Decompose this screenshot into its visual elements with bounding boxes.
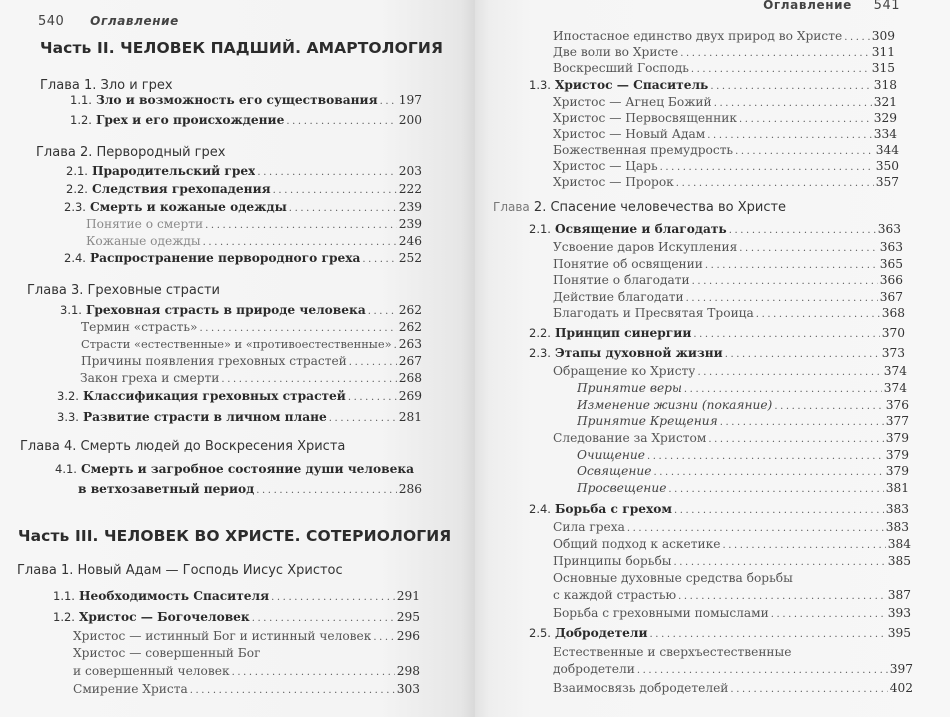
- dot-leader: [691, 62, 870, 78]
- page-ref: 318: [873, 78, 897, 92]
- dot-leader: [730, 682, 887, 698]
- dot-leader: [710, 79, 871, 95]
- toc-entry[interactable]: [53, 609, 420, 627]
- toc-subentry[interactable]: [86, 233, 422, 251]
- entry-label: Общий подход к аскетике: [553, 537, 721, 551]
- dot-leader: [678, 589, 886, 605]
- dot-leader: [729, 223, 876, 239]
- section-number: 2.3.: [529, 346, 551, 360]
- toc-subentry[interactable]: [553, 363, 907, 381]
- toc-entry[interactable]: [64, 199, 422, 217]
- toc-subentry[interactable]: [553, 519, 909, 537]
- page-ref: 268: [398, 371, 422, 385]
- entry-line: [73, 645, 420, 661]
- entry-label: с каждой страстью: [553, 588, 677, 602]
- section-number: 2.1.: [529, 222, 551, 236]
- page-ref: 402: [889, 681, 913, 695]
- dot-leader: [221, 372, 396, 388]
- entry-label: Христос — Новый Адам: [553, 127, 706, 141]
- page-ref: 291: [396, 589, 420, 603]
- entry-label: Принцип синергии: [554, 326, 692, 340]
- page-ref: 363: [879, 240, 903, 254]
- running-title: Оглавление: [763, 0, 852, 12]
- page-ref: 363: [877, 222, 901, 236]
- toc-entry[interactable]: [529, 325, 905, 343]
- entry-label: Смирение Христа: [73, 682, 188, 696]
- section-number: 3.2.: [57, 389, 79, 403]
- entry-label: в ветхозаветный период: [78, 482, 255, 496]
- page-ref: 383: [885, 520, 909, 534]
- entry-label: Развитие страсти в личном плане: [82, 410, 327, 424]
- dot-leader: [362, 252, 396, 268]
- section-number: 4.1.: [55, 462, 77, 476]
- entry-label: Благодать и Пресвятая Троица: [553, 306, 754, 320]
- toc-subentry[interactable]: [86, 216, 422, 234]
- dot-leader: [252, 611, 395, 627]
- page-ref: 367: [879, 290, 903, 304]
- page-ref: 295: [396, 610, 420, 624]
- entry-label: Воскресший Господь: [553, 61, 689, 75]
- entry-label: Обращение ко Христу: [553, 364, 696, 378]
- dot-leader: [692, 274, 878, 290]
- dot-leader: [203, 235, 397, 251]
- chapter-title: Глава 4. Смерть людей до Воскресения Христа: [20, 439, 346, 454]
- running-title: Оглавление: [90, 14, 179, 28]
- entry-label: Сила греха: [553, 520, 625, 534]
- entry-line: [553, 570, 911, 586]
- page-ref: 385: [887, 554, 911, 568]
- section-number: 1.3.: [529, 78, 551, 92]
- toc-subentry[interactable]: [80, 370, 422, 388]
- dot-leader: [232, 665, 395, 681]
- entry-label: Усвоение даров Искупления: [553, 240, 738, 254]
- toc-entry[interactable]: [529, 625, 911, 643]
- dot-leader: [653, 465, 883, 481]
- entry-label: Ипостасное единство двух природ во Христе: [553, 29, 843, 43]
- toc-subentry[interactable]: [553, 553, 911, 571]
- toc-subentry[interactable]: [73, 681, 420, 699]
- dot-leader: [349, 355, 397, 371]
- dot-leader: [256, 483, 396, 499]
- toc-entry[interactable]: [70, 112, 422, 130]
- entry-label: Естественные и сверхъестественные: [553, 645, 792, 659]
- entry-label: Действие благодати: [553, 290, 684, 304]
- page-ref: 263: [398, 337, 422, 351]
- right-page: [475, 0, 950, 717]
- section-number: 2.2.: [66, 182, 88, 196]
- toc-entry[interactable]: [60, 302, 422, 320]
- section-number: 3.3.: [57, 410, 79, 424]
- page-ref: 395: [887, 626, 911, 640]
- chapter-title: Глава 2. Первородный грех: [36, 145, 226, 160]
- entry-line: [78, 481, 422, 499]
- entry-label: Этапы духовной жизни: [554, 346, 723, 360]
- dot-leader: [673, 555, 885, 571]
- page-ref: 393: [887, 606, 911, 620]
- dot-leader: [708, 432, 883, 448]
- dot-leader: [720, 415, 884, 431]
- page-ref: 357: [875, 175, 899, 189]
- chapter-title: Глава 2. Спасение человечества во Христе: [493, 200, 787, 215]
- toc-entry[interactable]: [57, 388, 422, 406]
- entry-label: Смерть и загробное состояние души человека: [80, 462, 415, 476]
- entry-label: Принятие веры: [577, 381, 682, 395]
- toc-entry[interactable]: [57, 409, 422, 427]
- section-number: 2.3.: [64, 200, 86, 214]
- entry-label: Изменение жизни (покаяние): [577, 398, 773, 412]
- page-ref: 309: [871, 29, 895, 43]
- page-ref: 222: [398, 182, 422, 196]
- entry-label: Термин «страсть»: [81, 320, 198, 334]
- toc-subentry[interactable]: [553, 644, 913, 679]
- page-ref: 379: [885, 448, 909, 462]
- toc-entry[interactable]: [529, 501, 909, 519]
- entry-label: Распространение первородного греха: [89, 251, 361, 265]
- toc-subentry[interactable]: [553, 430, 909, 448]
- entry-label: Грех и его происхождение: [95, 113, 285, 127]
- section-number: 1.1.: [70, 93, 92, 107]
- entry-label: Христос — истинный Бог и истинный человек: [73, 629, 372, 643]
- page-ref: 334: [873, 127, 897, 141]
- entry-label: Христос — совершенный Бог: [73, 646, 261, 660]
- entry-label: Следование за Христом: [553, 431, 707, 445]
- dot-leader: [348, 390, 397, 406]
- section-number: 2.4.: [529, 502, 551, 516]
- page-ref: 381: [885, 481, 909, 495]
- toc-entry[interactable]: [529, 345, 905, 363]
- toc-subentry[interactable]: [553, 174, 899, 192]
- page-ref: 239: [398, 217, 422, 231]
- dot-leader: [271, 590, 395, 606]
- toc-subentry[interactable]: [553, 570, 911, 605]
- entry-label: Христос — Первосвященник: [553, 111, 738, 125]
- chapter-title: Глава 1. Зло и грех: [40, 78, 173, 93]
- toc-entry[interactable]: [529, 221, 901, 239]
- entry-label: Зло и возможность его существования: [95, 93, 378, 107]
- dot-leader: [650, 627, 886, 643]
- page-ref: 365: [879, 257, 903, 271]
- entry-label: Закон греха и смерти: [80, 371, 220, 385]
- entry-label: Христос — Агнец Божий: [553, 95, 712, 109]
- entry-label: Добродетели: [554, 626, 648, 640]
- running-header-right: [763, 0, 900, 13]
- running-header-left: [38, 14, 179, 29]
- toc-subentry[interactable]: [81, 319, 422, 337]
- dot-leader: [676, 176, 874, 192]
- entry-label: Следствия грехопадения: [91, 182, 271, 196]
- entry-label: Борьба с грехом: [554, 502, 672, 516]
- dot-leader: [205, 218, 397, 234]
- entry-line: [553, 587, 911, 605]
- entry-label: Необходимость Спасителя: [78, 589, 270, 603]
- dot-leader: [722, 538, 885, 554]
- section-number: 2.5.: [529, 626, 551, 640]
- part-title: Часть II. ЧЕЛОВЕК ПАДШИЙ. АМАРТОЛОГИЯ: [40, 39, 444, 57]
- dot-leader: [190, 683, 395, 699]
- dot-leader: [684, 382, 882, 398]
- page-ref: 203: [398, 164, 422, 178]
- entry-line: [55, 461, 422, 477]
- entry-label: Христос — Богочеловек: [78, 610, 250, 624]
- page-ref: 281: [398, 410, 422, 424]
- toc-subsubentry[interactable]: [577, 463, 909, 481]
- section-number: 2.4.: [64, 251, 86, 265]
- page-ref: 373: [881, 346, 905, 360]
- page-ref: 296: [396, 629, 420, 643]
- entry-label: Смерть и кожаные одежды: [89, 200, 287, 214]
- dot-leader: [668, 482, 883, 498]
- entry-label: Принципы борьбы: [553, 554, 672, 568]
- page-number: 540: [38, 14, 65, 29]
- entry-label: и совершенный человек: [73, 664, 230, 678]
- entry-label: Прародительский грех: [91, 164, 256, 178]
- page-ref: 384: [887, 537, 911, 551]
- dot-leader: [771, 607, 886, 623]
- dot-leader: [739, 241, 877, 257]
- dot-leader: [697, 365, 881, 381]
- page-ref: 383: [885, 502, 909, 516]
- toc-entry[interactable]: [53, 588, 420, 606]
- page-ref: 374: [883, 381, 907, 395]
- dot-leader: [725, 347, 880, 363]
- entry-label: Христос — Царь: [553, 159, 658, 173]
- page-ref: 262: [398, 320, 422, 334]
- dot-leader: [257, 165, 396, 181]
- dot-leader: [674, 503, 884, 519]
- dot-leader: [394, 338, 397, 354]
- toc-subentry[interactable]: [553, 680, 913, 698]
- chapter-title: Глава 3. Греховные страсти: [27, 283, 220, 298]
- section-number: 1.1.: [53, 589, 75, 603]
- toc-entry[interactable]: [70, 92, 422, 110]
- section-number: 1.2.: [70, 113, 92, 127]
- page-ref: 262: [398, 303, 422, 317]
- page-ref: 286: [398, 482, 422, 496]
- page-ref: 267: [398, 354, 422, 368]
- page-ref: 303: [396, 682, 420, 696]
- dot-leader: [373, 630, 394, 646]
- page-ref: 239: [398, 200, 422, 214]
- dot-leader: [200, 321, 397, 337]
- page-number: 541: [873, 0, 900, 13]
- toc-entry[interactable]: [64, 250, 422, 268]
- toc-subentry[interactable]: [553, 60, 895, 78]
- entry-label: Классификация греховных страстей: [82, 389, 346, 403]
- toc-subentry[interactable]: [553, 239, 903, 257]
- dot-leader: [368, 304, 397, 320]
- dot-leader: [380, 94, 397, 110]
- dot-leader: [289, 201, 397, 217]
- page-ref: 344: [875, 143, 899, 157]
- entry-label: Греховная страсть в природе человека: [85, 303, 366, 317]
- dot-leader: [627, 521, 884, 537]
- dot-leader: [273, 183, 397, 199]
- page-ref: 368: [881, 306, 905, 320]
- page-ref: 298: [396, 664, 420, 678]
- entry-label: добродетели: [553, 662, 635, 676]
- page-ref: 246: [398, 234, 422, 248]
- page-ref: 197: [398, 93, 422, 107]
- page-ref: 321: [873, 95, 897, 109]
- entry-label: Освящение: [577, 464, 652, 478]
- page-ref: 374: [883, 364, 907, 378]
- page-ref: 379: [885, 431, 909, 445]
- toc-entry[interactable]: [529, 77, 897, 95]
- entry-label: Причины появления греховных страстей: [81, 354, 347, 368]
- page-ref: 397: [889, 662, 913, 676]
- entry-label: Принятие Крещения: [577, 414, 718, 428]
- page-ref: 370: [881, 326, 905, 340]
- dot-leader: [286, 114, 396, 130]
- toc-subsubentry[interactable]: [577, 480, 909, 498]
- toc-subsubentry[interactable]: [577, 380, 907, 398]
- entry-label: Очищение: [577, 448, 645, 462]
- dot-leader: [756, 307, 880, 323]
- entry-label: Просвещение: [577, 481, 667, 495]
- page-ref: 252: [398, 251, 422, 265]
- entry-label: Божественная премудрость: [553, 143, 734, 157]
- entry-label: Кожаные одежды: [86, 234, 201, 248]
- dot-leader: [329, 411, 397, 427]
- entry-label: Христос — Пророк: [553, 175, 674, 189]
- page-ref: 311: [871, 45, 895, 59]
- toc-subentry[interactable]: [73, 628, 420, 646]
- toc-subentry[interactable]: [553, 272, 903, 290]
- page-ref: 329: [873, 111, 897, 125]
- page-ref: 200: [398, 113, 422, 127]
- section-number: 2.2.: [529, 326, 551, 340]
- entry-label: Страсти «естественные» и «противоестественные»: [81, 337, 392, 351]
- page-ref: 350: [875, 159, 899, 173]
- entry-label: Борьба с греховными помыслами: [553, 606, 769, 620]
- toc-entry[interactable]: [66, 163, 422, 181]
- toc-subentry[interactable]: [553, 305, 905, 323]
- entry-line: [553, 661, 913, 679]
- page-ref: 315: [871, 61, 895, 75]
- part-title: Часть III. ЧЕЛОВЕК ВО ХРИСТЕ. СОТЕРИОЛОГИЯ: [18, 527, 452, 545]
- page-ref: 377: [885, 414, 909, 428]
- page-ref: 366: [879, 273, 903, 287]
- page-ref: 379: [885, 464, 909, 478]
- dot-leader: [693, 327, 879, 343]
- toc-entry[interactable]: [66, 181, 422, 199]
- chapter-title: Глава 1. Новый Адам — Господь Иисус Христос: [17, 563, 343, 578]
- entry-label: Две воли во Христе: [553, 45, 679, 59]
- toc-subentry[interactable]: [553, 605, 911, 623]
- toc-entry[interactable]: [55, 461, 422, 499]
- section-number: 3.1.: [60, 303, 82, 317]
- entry-label: Понятие о смерти: [86, 217, 204, 231]
- dot-leader: [637, 663, 888, 679]
- entry-label: Освящение и благодать: [554, 222, 727, 236]
- toc-subentry[interactable]: [73, 645, 420, 681]
- page-ref: 269: [398, 389, 422, 403]
- entry-label: Основные духовные средства борьбы: [553, 571, 793, 585]
- section-number: 2.1.: [66, 164, 88, 178]
- entry-line: [553, 644, 913, 660]
- entry-label: Христос — Спаситель: [554, 78, 709, 92]
- toc-subentry[interactable]: [81, 336, 422, 354]
- entry-label: Взаимосвязь добродетелей: [553, 681, 729, 695]
- page-ref: 387: [887, 588, 911, 602]
- entry-label: Понятие об освящении: [553, 257, 703, 271]
- section-number: 1.2.: [53, 610, 75, 624]
- toc-subentry[interactable]: [553, 536, 911, 554]
- entry-label: Понятие о благодати: [553, 273, 690, 287]
- page-ref: 376: [885, 398, 909, 412]
- toc-subentry[interactable]: [81, 353, 422, 371]
- entry-line: [73, 663, 420, 681]
- toc-subsubentry[interactable]: [577, 413, 909, 431]
